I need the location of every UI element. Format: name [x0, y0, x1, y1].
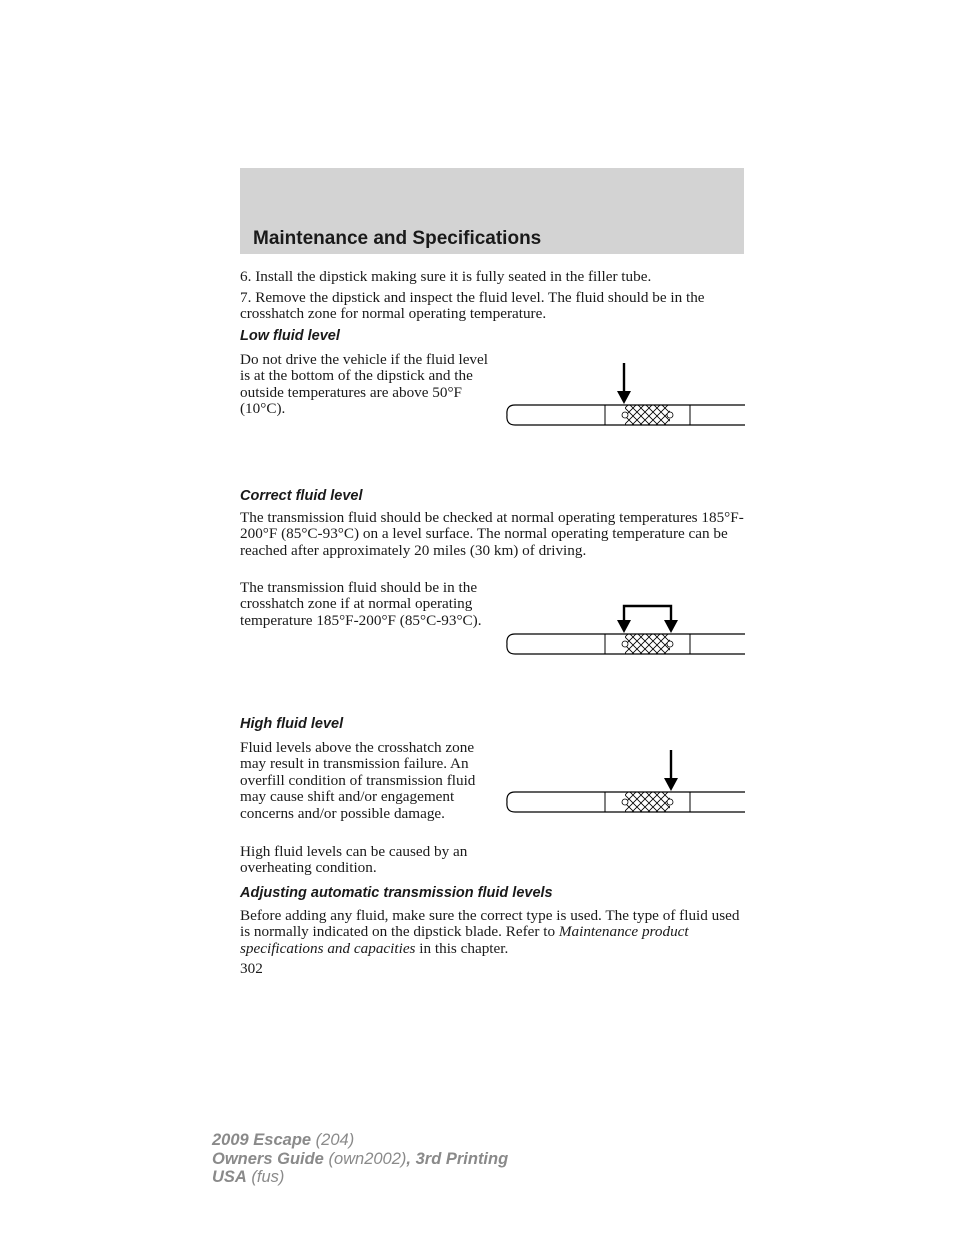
low-fluid-heading: Low fluid level: [240, 328, 340, 344]
high-fluid-heading: High fluid level: [240, 716, 344, 732]
footer-guide: Owners Guide: [212, 1149, 324, 1168]
adjusting-reference-link: Maintenance product specifications and capacities: [240, 923, 689, 957]
correct-fluid-text-1: The transmission fluid should be checked at normal operating temperatures 185°F-200°F (85°C-93°C) on a level surface. The normal operating temperature can be reached after approximately 20 miles (30 km) of driving.: [240, 509, 744, 559]
adjusting-text-after: in this chapter.: [415, 939, 509, 957]
footer: [212, 1131, 508, 1187]
adjusting-text: [240, 908, 745, 957]
correct-fluid-heading: Correct fluid level: [240, 488, 363, 504]
dipstick-high-diagram: [505, 747, 745, 817]
low-fluid-text: Do not drive the vehicle if the fluid level is at the bottom of the dipstick and the outside temperatures are above 50°F (10°C).: [240, 351, 488, 418]
footer-model: 2009 Escape: [212, 1131, 312, 1149]
page-title: Maintenance and Specifications: [253, 228, 542, 249]
page-number: 302: [240, 960, 263, 977]
step-6-text: 6. Install the dipstick making sure it is fully seated in the filler tube.: [240, 268, 652, 285]
footer-model-code: (204): [311, 1131, 355, 1149]
correct-fluid-text-2: The transmission fluid should be in the crosshatch zone if at normal operating temperature 185°F-200°F (85°C-93°C).: [240, 579, 482, 629]
high-fluid-text-2: High fluid levels can be caused by an overheating condition.: [240, 843, 468, 877]
dipstick-low-diagram: [505, 360, 745, 430]
footer-printing: , 3rd Printing: [406, 1149, 509, 1168]
footer-market-code: (fus): [246, 1168, 285, 1186]
footer-market: USA: [212, 1168, 247, 1186]
high-fluid-text-1: Fluid levels above the crosshatch zone may result in transmission failure. An overfill condition of transmission fluid may cause shift and/or engagement concerns and/or possible damage.: [240, 739, 476, 822]
adjusting-heading: Adjusting automatic transmission fluid levels: [240, 885, 553, 901]
footer-guide-code: (own2002): [323, 1149, 407, 1168]
adjusting-text-before: Before adding any fluid, make sure the correct type is used. The type of fluid used is normally indicated on the dipstick blade. Refer to: [240, 907, 740, 941]
step-7-text: 7. Remove the dipstick and inspect the fluid level. The fluid should be in the crosshatch zone for normal operating temperature.: [240, 289, 705, 323]
dipstick-correct-diagram: [505, 589, 745, 659]
